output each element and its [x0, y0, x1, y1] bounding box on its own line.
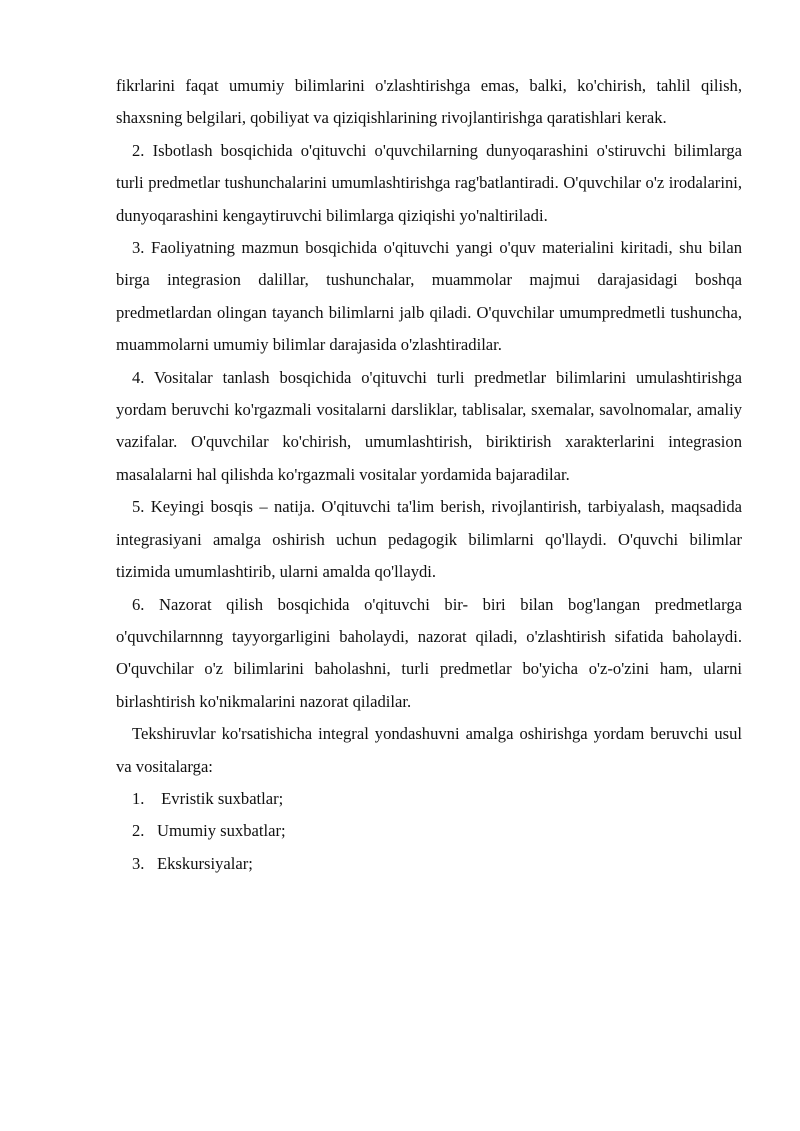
paragraph-step-3: 3. Faoliyatning mazmun bosqichida o'qituvchi yangi o'quv materialini kiritadi, shu bilan birga integrasion dalillar, tushunchalar, muammolar majmui darajasidagi boshqa predmetlardan olingan tayanch bilimlarni jalb qiladi. O'quvchilar umumpredmetli tushuncha, muammolarni umumiy bilimlar darajasida o'zlashtiradilar.	[116, 238, 742, 355]
paragraph-step-6: 6. Nazorat qilish bosqichida o'qituvchi bir- biri bilan bog'langan predmetlarga o'quvchilarnnng tayyorgarligini baholaydi, nazorat qiladi, o'zlashtirish sifatida baholaydi. O'quvchilar o'z bilimlarini baholashni, turli predmetlar bo'yicha o'z-o'zini ham, ularni birlashtirish ko'nikmalarini nazorat qiladilar.	[116, 594, 742, 711]
list-item	[116, 848, 742, 880]
list-item	[116, 815, 742, 847]
paragraph-step-2: 2. Isbotlash bosqichida o'qituvchi o'quvchilarning dunyoqarashini o'stiruvchi bilimlarga turli predmetlar tushunchalarini umumlashtirishga rag'batlantiradi. O'quvchilar o'z irodalarini, dunyoqarashini kengaytiruvchi bilimlarga qiziqishi yo'naltiriladi.	[116, 140, 742, 225]
paragraph-continuation: fikrlarini faqat umumiy bilimlarini o'zlashtirishga emas, balki, ko'chirish, tahlil qilish, shaxsning belgilari, qobiliyat va qiziqishlarining rivojlantirishga qaratishlari kerak.	[116, 76, 742, 128]
paragraph-intro-list: Tekshiruvlar ko'rsatishicha integral yondashuvni amalga oshirishga yordam beruvchi usul va vositalarga:	[116, 724, 742, 776]
paragraph-step-4: 4. Vositalar tanlash bosqichida o'qituvchi turli predmetlar bilimlarini umulashtirishga yordam beruvchi ko'rgazmali vositalarni darsliklar, tablisalar, sxemalar, savolnomalar, amaliy vazifalar. O'quvchilar ko'chirish, umumlashtirish, biriktirish xarakterlarini integrasion masalalarni hal qilishda ko'rgazmali vositalar yordamida bajaradilar.	[116, 367, 742, 484]
document-page	[116, 70, 742, 880]
list-item-text: Umumiy suxbatlar;	[157, 821, 286, 841]
list-item-text: Ekskursiyalar;	[157, 853, 253, 873]
list-item-text: Evristik suxbatlar;	[157, 788, 284, 808]
list-item	[116, 783, 742, 815]
list-item-number: 1.	[132, 788, 145, 808]
paragraph-step-5: 5. Keyingi bosqis – natija. O'qituvchi ta'lim berish, rivojlantirish, tarbiyalash, maqsadida integrasiyani amalga oshirish uchun pedagogik bilimlarni qo'llaydi. O'quvchi bilimlar tizimida umumlashtirib, ularni amalda qo'llaydi.	[116, 497, 742, 582]
list-item-number: 2.	[132, 821, 145, 841]
methods-list	[116, 783, 742, 880]
list-item-number: 3.	[132, 853, 145, 873]
